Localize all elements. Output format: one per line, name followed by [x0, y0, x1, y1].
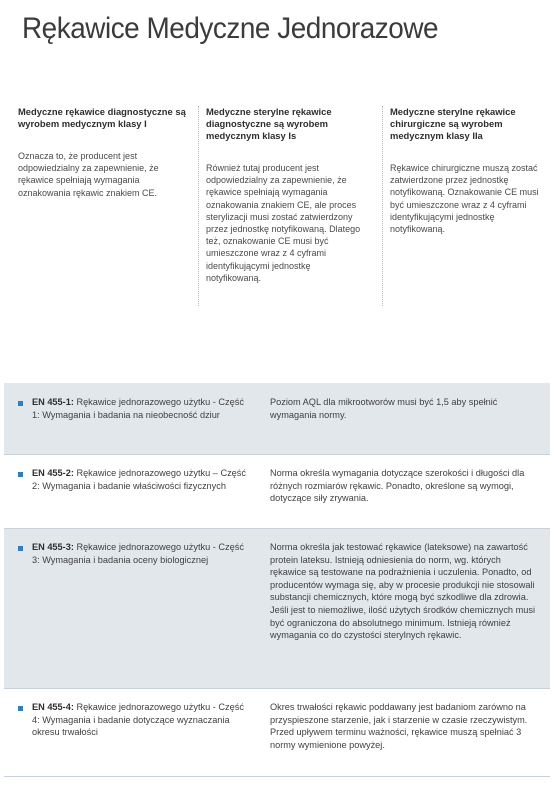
standard-detail: Norma określa jak testować rękawice (lateksowe) na zawartość protein lateksu. Istnieją odniesienia do norm, wg. których rękawice są testowane na podrażnienia i uczulenia. Ponadto, od producentów wymaga się, aby w procesie produkcji nie stosowali substancji chemicznych, które mogą być szkodliwe dla zdrowia. Jeśli jest to niemożliwe, ilość użytych środków chemicznych musi być ograniczona do absolutnego minimum. Istnieją również wymagania co do czystości sterylnych rękawic.: [270, 542, 535, 641]
standard-detail: Okres trwałości rękawic poddawany jest badaniom zarówno na przyspieszone starzenie, jak i starzenie w czasie rzeczywistym. Przed upływem terminu ważności, rękawice muszą spełniać 3 normy wymienione powyżej.: [270, 702, 528, 750]
page-title: Rękawice Medyczne Jednorazowe: [22, 12, 439, 45]
class-columns: [12, 106, 544, 366]
column-heading: Medyczne sterylne rękawice chirurgiczne są wyrobem medycznym klasy IIa: [390, 106, 516, 141]
column-heading: Medyczne sterylne rękawice diagnostyczne są wyrobem medycznym klasy Is: [206, 106, 332, 141]
standard-title: Rękawice jednorazowego użytku - Część 3: Wymagania i badania oceny biologicznej: [32, 542, 244, 565]
standard-description: [32, 467, 247, 492]
column-class-1: [18, 106, 190, 199]
column-divider: [198, 106, 200, 306]
table-row: [4, 689, 550, 777]
table-row: [4, 455, 550, 529]
standard-code: EN 455-4:: [32, 702, 74, 712]
square-bullet-icon: [18, 401, 23, 406]
column-text: Również tutaj producent jest odpowiedzialny za zapewnienie, że rękawice spełniają wymagania oznakowania znakiem CE, ale proces sterylizacji musi zostać zatwierdzony przez jednostkę notyfikowaną. Dlatego też, oznakowanie CE musi być umieszczone wraz z 4 cyframi identyfikującymi jednostkę notyfikowaną.: [206, 163, 361, 283]
standard-detail: Norma określa wymagania dotyczące szerokości i długości dla różnych rozmiarów rękawic. Ponadto, określone są wymogi, dotyczące siły zrywania.: [270, 468, 525, 504]
standard-title: Rękawice jednorazowego użytku - Część 4: Wymagania i badanie dotyczące wyznaczania okresu trwałości: [32, 702, 244, 738]
standard-description: [32, 701, 247, 739]
column-text: Rękawice chirurgiczne muszą zostać zatwierdzone przez jednostkę notyfikowaną. Oznakowanie CE musi być umieszczone wraz z 4 cyframi identyfikującymi jednostkę notyfikowaną.: [390, 163, 539, 235]
table-row: [4, 529, 550, 689]
row-divider: [4, 776, 550, 777]
square-bullet-icon: [18, 706, 23, 711]
standards-table: [4, 383, 550, 777]
column-class-is: [206, 106, 376, 284]
standard-code: EN 455-2:: [32, 468, 74, 478]
square-bullet-icon: [18, 472, 23, 477]
standard-title: Rękawice jednorazowego użytku - Część 1: Wymagania i badania na nieobecność dziur: [32, 397, 244, 420]
standard-detail: Poziom AQL dla mikrootworów musi być 1,5 aby spełnić wymagania normy.: [270, 397, 498, 420]
standard-code: EN 455-3:: [32, 542, 74, 552]
standard-code: EN 455-1:: [32, 397, 74, 407]
column-divider: [382, 106, 384, 306]
table-row: [4, 383, 550, 455]
standard-description: [32, 396, 247, 421]
column-class-iia: [390, 106, 550, 235]
square-bullet-icon: [18, 546, 23, 551]
column-heading: Medyczne rękawice diagnostyczne są wyrobem medycznym klasy I: [18, 106, 186, 129]
column-text: Oznacza to, że producent jest odpowiedzialny za zapewnienie, że rękawice spełniają wymagania oznakowania rękawic znakiem CE.: [18, 151, 159, 198]
standard-title: Rękawice jednorazowego użytku – Część 2: Wymagania i badanie właściwości fizycznych: [32, 468, 246, 491]
standard-description: [32, 541, 247, 566]
